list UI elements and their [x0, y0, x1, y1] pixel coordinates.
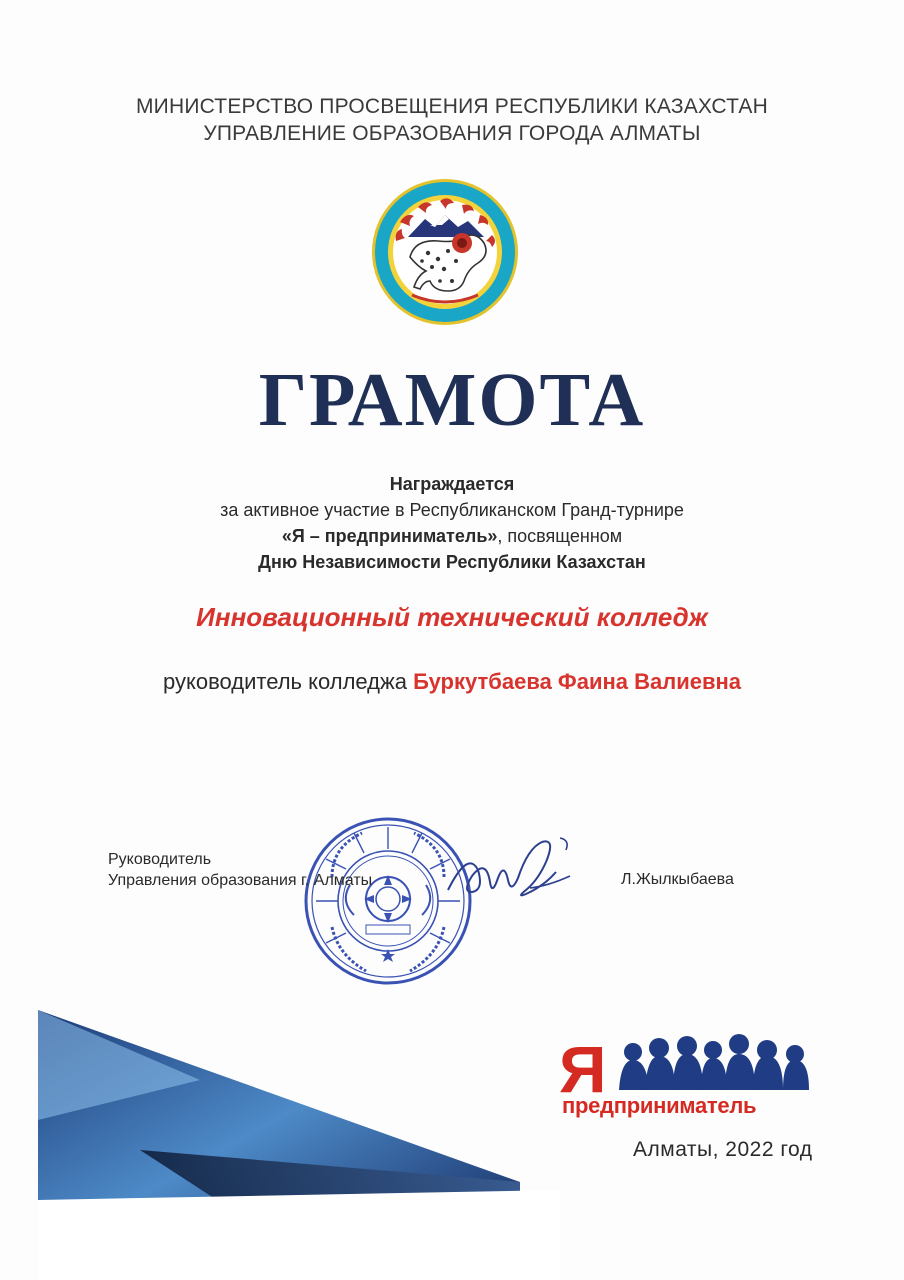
recipient-organization: Инновационный технический колледж — [196, 602, 708, 632]
award-text — [0, 471, 904, 575]
signer-role-line2: Управления образования г. Алматы — [108, 872, 373, 889]
logo-word: предприниматель — [562, 1093, 757, 1118]
recipient-person-line — [0, 667, 904, 697]
awarded-label: Награждается — [389, 474, 515, 494]
recipient-role: руководитель колледжа — [162, 669, 407, 694]
occasion: Дню Независимости Республики Казахстан — [258, 552, 646, 572]
handwritten-signature — [440, 830, 600, 920]
recipient-name: Буркутбаева Фаина Валиевна — [413, 669, 742, 694]
event-line — [0, 523, 904, 549]
award-reason: за активное участие в Республиканском Гранд-турнире — [220, 500, 684, 520]
signer-name: Л.Жылкыбаева — [621, 871, 734, 888]
decorative-corner-banner — [0, 1000, 560, 1280]
signer-role — [108, 849, 372, 891]
signer-role-line1: Руководитель — [108, 851, 212, 868]
event-name: «Я – предприниматель» — [281, 526, 498, 546]
document-title: ГРАМОТА — [258, 358, 646, 442]
department-name: УПРАВЛЕНИЕ ОБРАЗОВАНИЯ ГОРОДА АЛМАТЫ — [203, 122, 701, 145]
ministry-name: МИНИСТЕРСТВО ПРОСВЕЩЕНИЯ РЕСПУБЛИКИ КАЗАХСТАН — [135, 95, 768, 118]
almaty-emblem-icon — [370, 177, 520, 327]
issuer-header — [0, 93, 904, 147]
logo-letter: Я — [559, 1032, 607, 1106]
place-and-year: Алматы, 2022 год — [633, 1138, 813, 1161]
event-line-tail: , посвященном — [497, 526, 623, 546]
